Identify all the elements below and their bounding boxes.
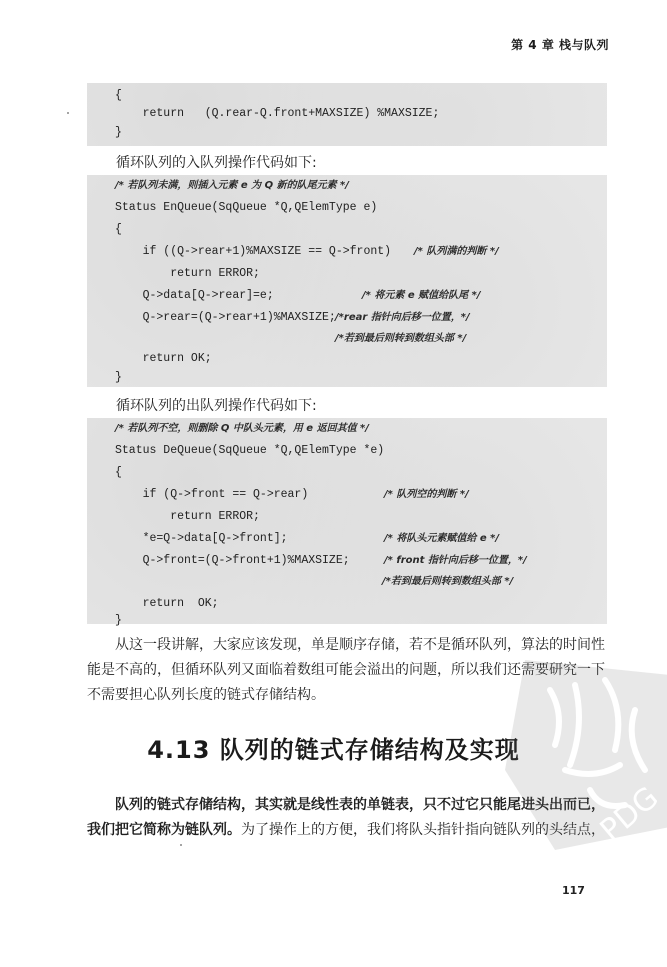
code-line: if (Q->front == Q->rear)	[115, 488, 309, 501]
code-block-queue-length	[87, 83, 607, 146]
running-header-chapter: 第 4 章 栈与队列	[511, 38, 609, 52]
code-comment-assign: /* 将队头元素赋值给 e */	[384, 533, 499, 544]
page-number: 117	[562, 884, 585, 897]
code-line: return ERROR;	[115, 510, 260, 523]
scan-speck	[67, 112, 69, 114]
code-comment-header: /* 若队列未满，则插入元素 e 为 Q 新的队尾元素 */	[115, 180, 349, 191]
code-line: return ERROR;	[115, 267, 260, 280]
code-line: {	[115, 89, 122, 102]
code-line: }	[115, 371, 122, 384]
code-block-enqueue	[87, 175, 607, 387]
code-comment-wrap: /*若到最后则转到数组头部 */	[382, 576, 514, 587]
dequeue-intro-text: 循环队列的出队列操作代码如下:	[116, 398, 317, 414]
code-comment-header: /* 若队列不空，则删除 Q 中队头元素，用 e 返回其值 */	[115, 423, 369, 434]
code-line: if ((Q->rear+1)%MAXSIZE == Q->front)	[115, 245, 392, 258]
code-comment-move-front: /* front 指针向后移一位置，*/	[384, 555, 527, 566]
code-line: Q->rear=(Q->rear+1)%MAXSIZE;	[115, 311, 336, 324]
code-comment-wrap: /*若到最后则转到数组头部 */	[335, 333, 467, 344]
paragraph-circular-queue-summary: 从这一段讲解，大家应该发现，单是顺序存储，若不是循环队列，算法的时间性能是不高的，但循环队列又面临着数组可能会溢出的问题，所以我们还需要研究一下不需要担心队列长度的链式存储结构。	[87, 637, 605, 703]
code-line: *e=Q->data[Q->front];	[115, 532, 288, 545]
code-line: return OK;	[115, 352, 212, 365]
code-line: }	[115, 126, 122, 139]
section-heading: 4.13 队列的链式存储结构及实现	[147, 736, 520, 764]
paragraph-normal-text: 为了操作上的方便，我们将队头指针指向链队列的头结点，	[241, 822, 605, 838]
code-line: return OK;	[115, 597, 219, 610]
code-line: Status EnQueue(SqQueue *Q,QElemType e)	[115, 201, 378, 214]
code-comment-assign: /* 将元素 e 赋值给队尾 */	[362, 290, 481, 301]
code-line: return (Q.rear-Q.front+MAXSIZE) %MAXSIZE;	[115, 107, 440, 120]
code-comment-full-check: /* 队列满的判断 */	[414, 246, 499, 257]
code-comment-empty-check: /* 队列空的判断 */	[384, 489, 469, 500]
code-line: }	[115, 614, 122, 627]
paragraph-linked-queue-intro	[87, 793, 609, 843]
code-block-dequeue	[87, 418, 607, 627]
code-line: {	[115, 223, 122, 236]
code-comment-move-rear: /*rear 指针向后移一位置，*/	[335, 312, 470, 323]
code-line: {	[115, 466, 122, 479]
paragraph-bold-definition: 队列的链式存储结构，其实就是线性表的单链表，只不过它只能尾进头出而已，我们把它简称为链队列。	[87, 797, 605, 838]
scan-speck	[180, 844, 182, 846]
watermark-text: PDG	[593, 780, 666, 849]
code-line: Q->data[Q->rear]=e;	[115, 289, 274, 302]
code-line: Status DeQueue(SqQueue *Q,QElemType *e)	[115, 444, 385, 457]
enqueue-intro-text: 循环队列的入队列操作代码如下:	[116, 155, 317, 171]
code-line: Q->front=(Q->front+1)%MAXSIZE;	[115, 554, 350, 567]
